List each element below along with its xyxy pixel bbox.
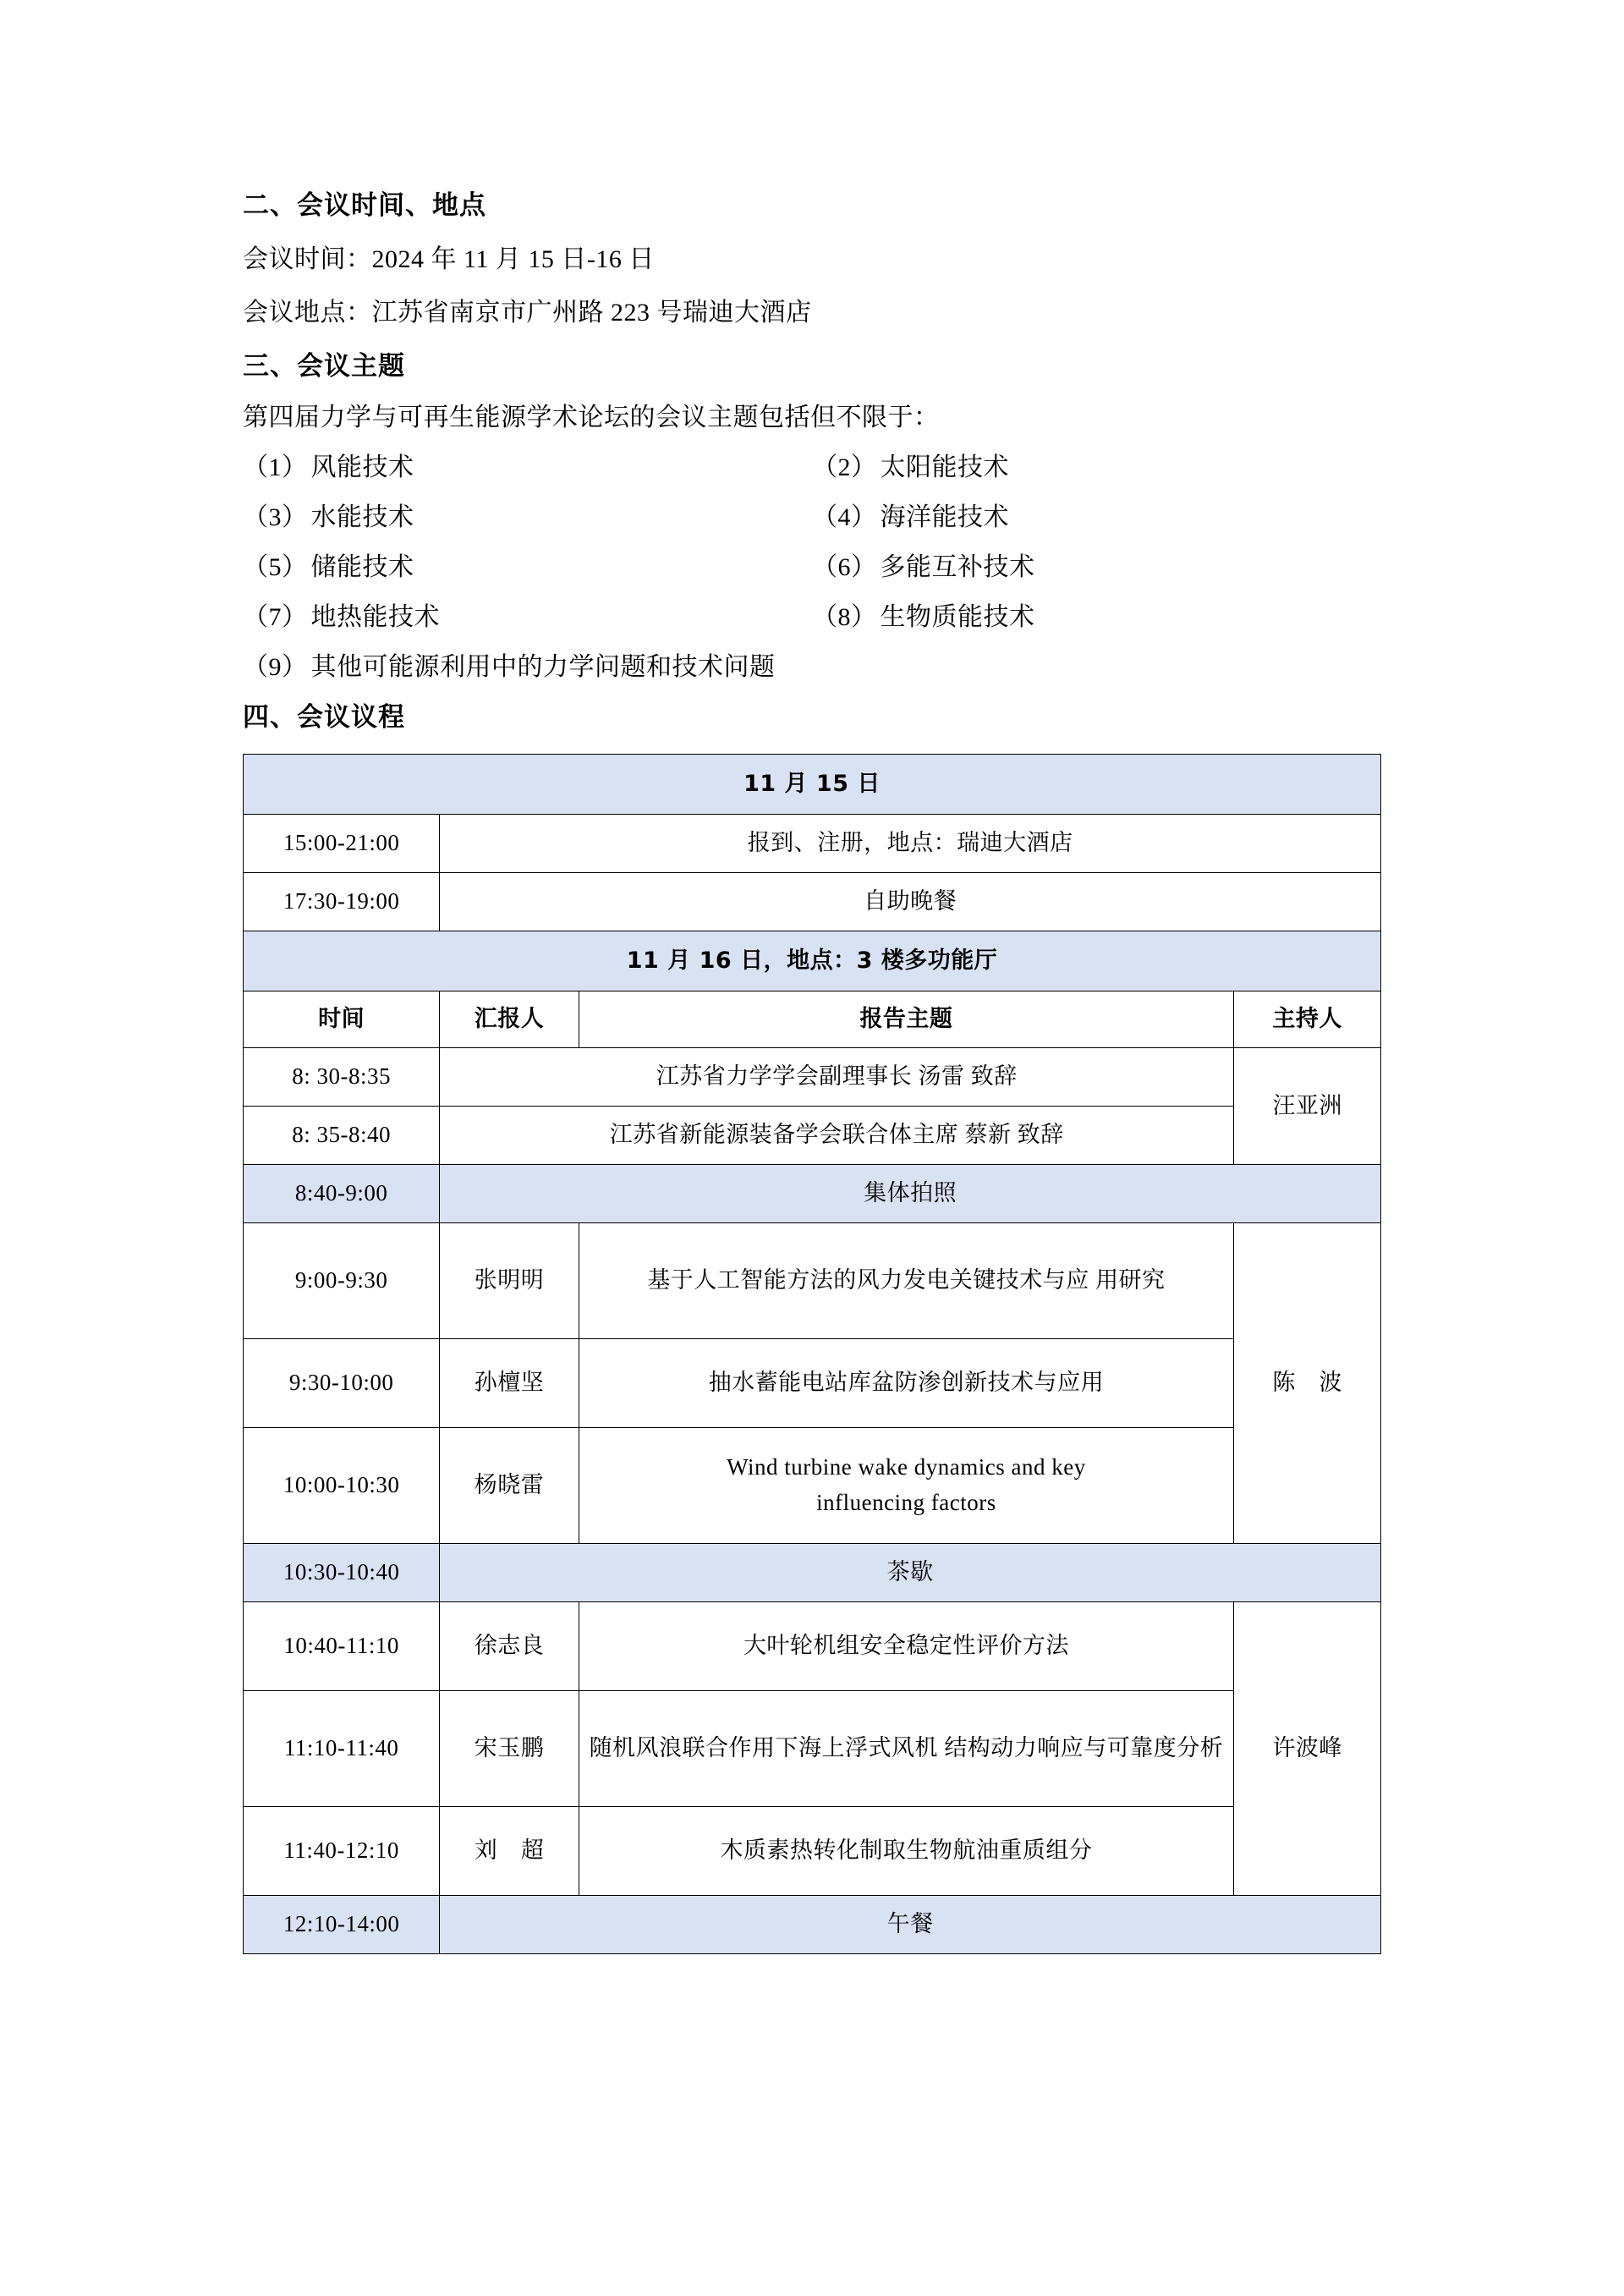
cell-topic	[579, 1428, 1234, 1544]
cell-speaker: 杨晓雷	[440, 1428, 579, 1544]
cell-topic: 木质素热转化制取生物航油重质组分	[579, 1807, 1234, 1896]
theme-label-4: 海洋能技术	[880, 503, 1009, 531]
table-header-row	[244, 991, 1381, 1048]
cell-topic	[579, 1223, 1234, 1339]
theme-label-6: 多能互补技术	[880, 553, 1035, 581]
day1-banner-cell: 11 月 15 日	[244, 755, 1381, 815]
topic-line-1: Wind turbine wake dynamics and key	[727, 1454, 1086, 1480]
agenda-table	[243, 754, 1381, 1954]
cell-time: 8: 30-8:35	[244, 1048, 440, 1107]
theme-row	[243, 505, 1381, 530]
theme-label-8: 生物质能技术	[880, 603, 1035, 631]
cell-time: 10:30-10:40	[244, 1544, 440, 1602]
table-row	[244, 1107, 1381, 1165]
cell-topic: 抽水蓄能电站库盆防渗创新技术与应用	[579, 1339, 1234, 1428]
section-heading-time-place: 二、会议时间、地点	[243, 190, 486, 221]
cell-description: 报到、注册，地点：瑞迪大酒店	[440, 815, 1381, 873]
theme-item-1	[243, 455, 812, 481]
cell-time: 10:00-10:30	[244, 1428, 440, 1544]
column-header-time: 时间	[244, 991, 440, 1048]
cell-speaker: 孙檀坚	[440, 1339, 579, 1428]
section-heading-themes: 三、会议主题	[243, 351, 405, 382]
meeting-place-line: 会议地点：江苏省南京市广州路 223 号瑞迪大酒店	[243, 299, 812, 327]
table-row-tea-break	[244, 1544, 1381, 1602]
themes-list	[243, 455, 1381, 680]
topic-line-2: 用研究	[1095, 1267, 1166, 1294]
cell-speaker: 刘 超	[440, 1807, 579, 1896]
cell-host: 汪亚洲	[1234, 1048, 1381, 1165]
cell-speaker: 徐志良	[440, 1602, 579, 1691]
theme-number-3: （3）	[243, 503, 308, 531]
column-header-speaker: 汇报人	[440, 991, 579, 1048]
cell-description: 茶歇	[440, 1544, 1381, 1602]
topic-line-1: 基于人工智能方法的风力发电关键技术与应	[647, 1267, 1089, 1294]
theme-item-5	[243, 555, 812, 580]
theme-item-9	[243, 655, 1381, 680]
theme-number-8: （8）	[812, 603, 877, 631]
themes-intro: 第四届力学与可再生能源学术论坛的会议主题包括但不限于：	[243, 404, 940, 431]
column-header-topic: 报告主题	[579, 991, 1234, 1048]
theme-label-5: 储能技术	[310, 553, 414, 581]
theme-item-6	[812, 555, 1381, 580]
cell-speaker: 宋玉鹏	[440, 1691, 579, 1807]
table-row	[244, 873, 1381, 931]
theme-number-4: （4）	[812, 503, 877, 531]
theme-label-7: 地热能技术	[310, 603, 440, 631]
cell-topic: 江苏省新能源装备学会联合体主席 蔡新 致辞	[440, 1107, 1234, 1165]
table-row-day2-banner	[244, 931, 1381, 991]
theme-number-7: （7）	[243, 603, 308, 631]
cell-topic: 江苏省力学学会副理事长 汤雷 致辞	[440, 1048, 1234, 1107]
theme-number-2: （2）	[812, 453, 877, 481]
theme-number-1: （1）	[243, 453, 308, 481]
theme-row	[243, 655, 1381, 680]
theme-label-9: 其他可能源利用中的力学问题和技术问题	[310, 653, 776, 681]
cell-time: 12:10-14:00	[244, 1896, 440, 1954]
column-header-host: 主持人	[1234, 991, 1381, 1048]
theme-label-3: 水能技术	[310, 503, 414, 531]
theme-label-1: 风能技术	[310, 453, 414, 481]
document-content	[243, 190, 1381, 1954]
cell-time: 10:40-11:10	[244, 1602, 440, 1691]
cell-description: 自助晚餐	[440, 873, 1381, 931]
section-heading-agenda: 四、会议议程	[243, 702, 405, 733]
theme-item-8	[812, 605, 1381, 630]
cell-time: 8: 35-8:40	[244, 1107, 440, 1165]
cell-time: 8:40-9:00	[244, 1165, 440, 1223]
meeting-time-line: 会议时间：2024 年 11 月 15 日-16 日	[243, 245, 655, 273]
day2-banner-cell: 11 月 16 日，地点：3 楼多功能厅	[244, 931, 1381, 991]
cell-description: 午餐	[440, 1896, 1381, 1954]
topic-line-1: 随机风浪联合作用下海上浮式风机	[589, 1735, 939, 1761]
cell-time: 15:00-21:00	[244, 815, 440, 873]
table-row	[244, 1428, 1381, 1544]
theme-item-3	[243, 505, 812, 530]
topic-line-2: influencing factors	[816, 1490, 996, 1515]
cell-time: 11:40-12:10	[244, 1807, 440, 1896]
cell-time: 9:00-9:30	[244, 1223, 440, 1339]
cell-time: 9:30-10:00	[244, 1339, 440, 1428]
table-row	[244, 1691, 1381, 1807]
cell-topic	[579, 1691, 1234, 1807]
theme-number-6: （6）	[812, 553, 877, 581]
theme-row	[243, 605, 1381, 630]
cell-time: 11:10-11:40	[244, 1691, 440, 1807]
table-row-group-photo	[244, 1165, 1381, 1223]
table-row	[244, 1339, 1381, 1428]
table-row	[244, 1223, 1381, 1339]
theme-item-2	[812, 455, 1381, 481]
theme-number-9: （9）	[243, 653, 308, 681]
theme-number-5: （5）	[243, 553, 308, 581]
cell-topic: 大叶轮机组安全稳定性评价方法	[579, 1602, 1234, 1691]
topic-line-2: 结构动力响应与可靠度分析	[944, 1735, 1224, 1761]
cell-speaker: 张明明	[440, 1223, 579, 1339]
table-row	[244, 1602, 1381, 1691]
cell-host: 陈 波	[1234, 1223, 1381, 1544]
cell-host: 许波峰	[1234, 1602, 1381, 1896]
cell-description: 集体拍照	[440, 1165, 1381, 1223]
table-row	[244, 1807, 1381, 1896]
cell-time: 17:30-19:00	[244, 873, 440, 931]
theme-item-4	[812, 505, 1381, 530]
theme-label-2: 太阳能技术	[880, 453, 1009, 481]
table-row-lunch	[244, 1896, 1381, 1954]
table-row-day1-banner	[244, 755, 1381, 815]
table-row	[244, 815, 1381, 873]
table-row	[244, 1048, 1381, 1107]
theme-item-7	[243, 605, 812, 630]
theme-row	[243, 555, 1381, 580]
theme-row	[243, 455, 1381, 481]
